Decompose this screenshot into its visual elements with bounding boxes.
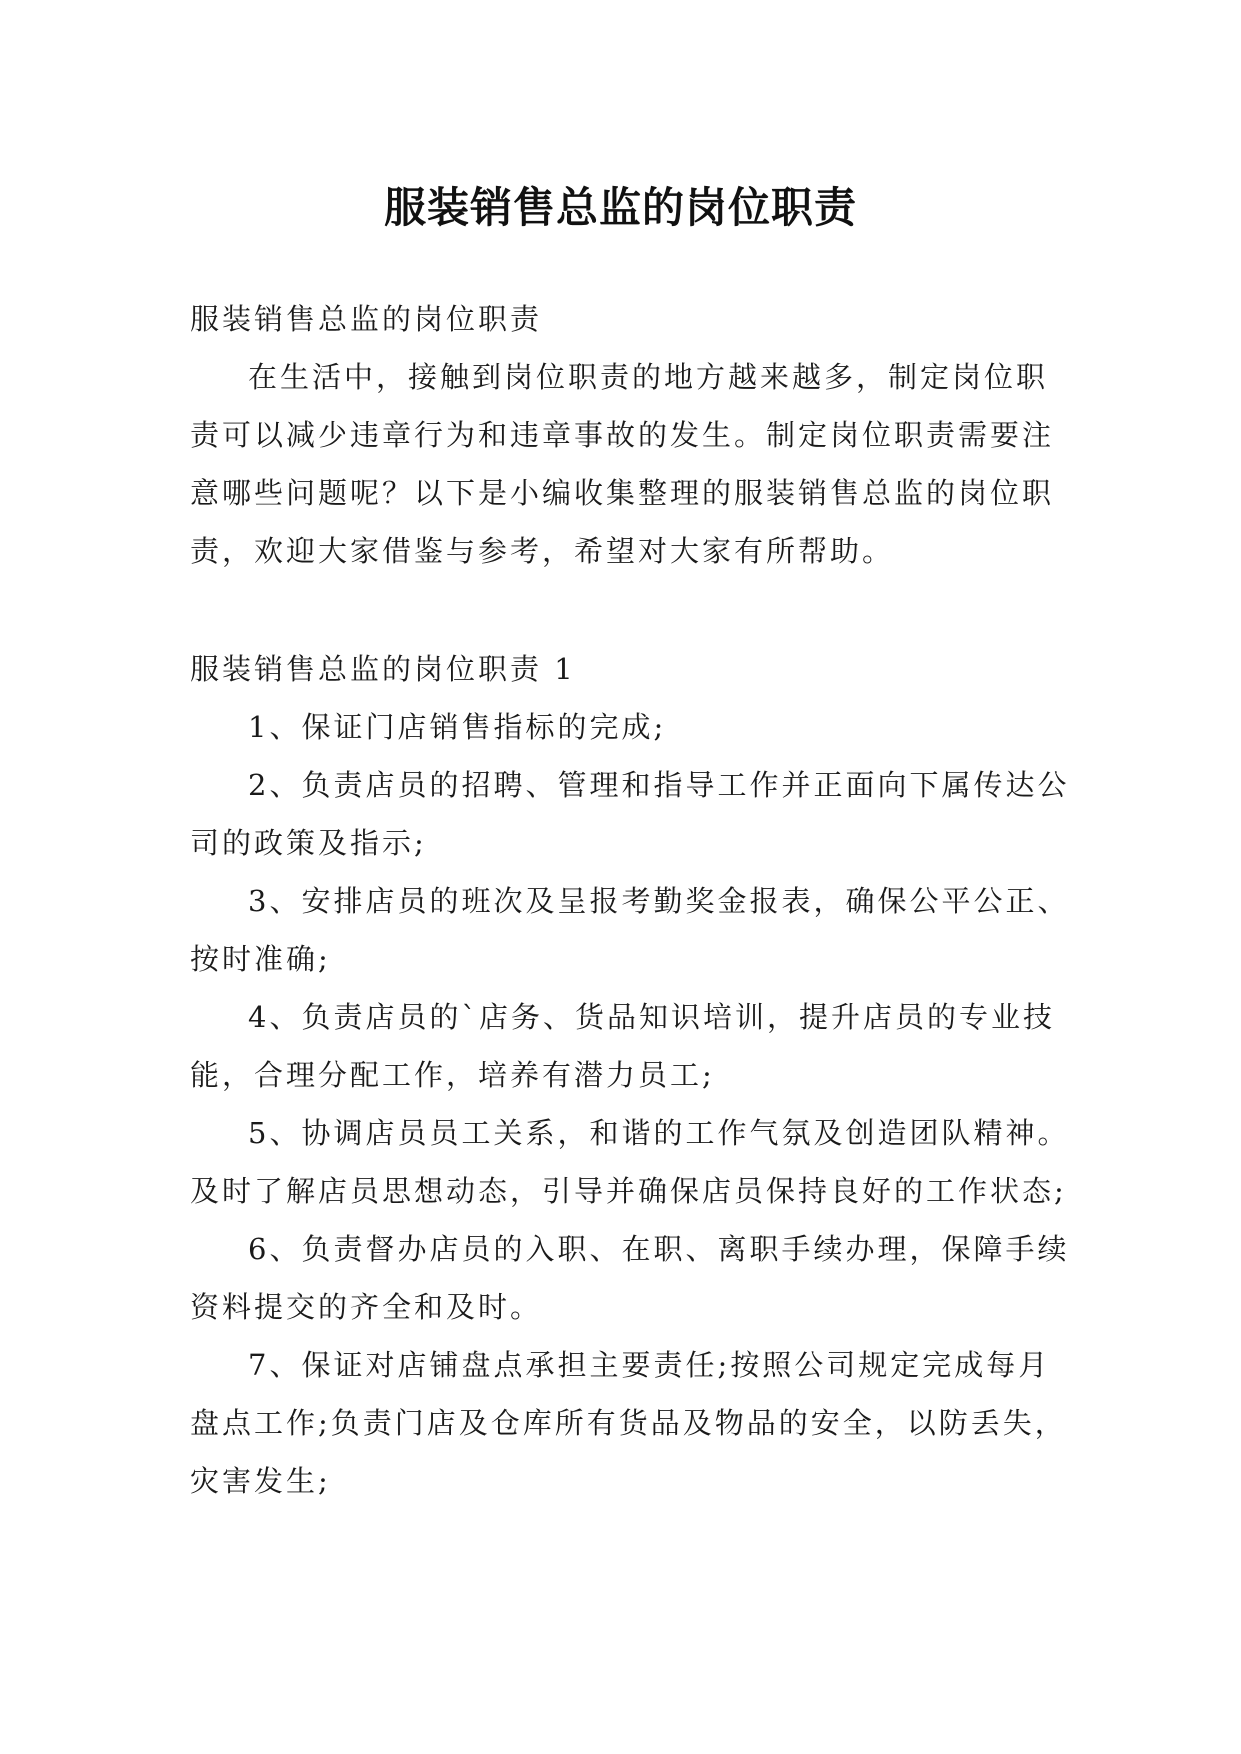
- duty-item-6: 6、负责督办店员的入职、在职、离职手续办理，保障手续资料提交的齐全和及时。: [190, 1232, 1070, 1324]
- duty-item-5: 5、协调店员员工关系，和谐的工作气氛及创造团队精神。及时了解店员思想动态，引导并确保店员保持良好的工作状态;: [190, 1116, 1070, 1208]
- document-title: 服装销售总监的岗位职责: [383, 183, 857, 233]
- intro-section: [190, 290, 1070, 580]
- duty-item-2: 2、负责店员的招聘、管理和指导工作并正面向下属传达公司的政策及指示;: [190, 768, 1070, 860]
- duty-item-4: 4、负责店员的`店务、货品知识培训，提升店员的专业技能，合理分配工作，培养有潜力员工;: [190, 1000, 1055, 1092]
- duty-item-1: 1、保证门店销售指标的完成;: [248, 710, 667, 744]
- intro-heading: 服装销售总监的岗位职责: [190, 302, 543, 336]
- intro-paragraph: 在生活中，接触到岗位职责的地方越来越多，制定岗位职责可以减少违章行为和违章事故的发生。制定岗位职责需要注意哪些问题呢？以下是小编收集整理的服装销售总监的岗位职责，欢迎大家借鉴与参考，希望对大家有所帮助。: [190, 360, 1055, 568]
- duty-item-3: 3、安排店员的班次及呈报考勤奖金报表，确保公平公正、按时准确;: [190, 884, 1070, 976]
- duty-item-7: 7、保证对店铺盘点承担主要责任;按照公司规定完成每月盘点工作;负责门店及仓库所有货品及物品的安全，以防丢失，灾害发生;: [190, 1348, 1067, 1498]
- section-1: [190, 640, 1070, 1510]
- section-1-heading: 服装销售总监的岗位职责 1: [190, 652, 576, 686]
